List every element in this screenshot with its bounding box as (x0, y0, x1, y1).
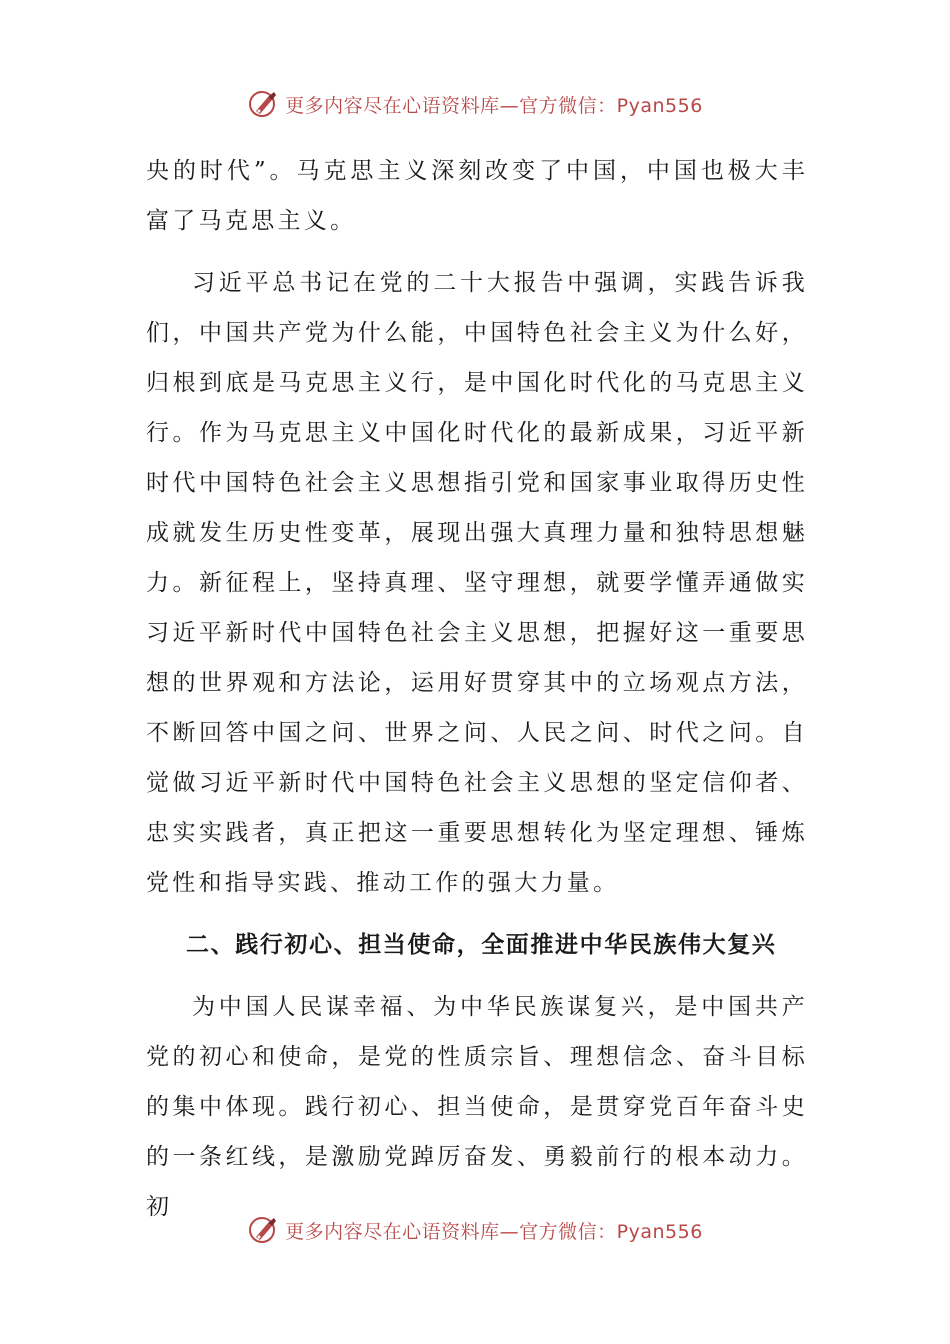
document-body (146, 146, 808, 1232)
banner-text: 更多内容尽在心语资料库—官方微信：Pyan556 (285, 1220, 703, 1243)
pen-nib-circle-icon (247, 87, 281, 121)
pen-nib-circle-icon (247, 1213, 281, 1247)
paragraph-continuation: 央的时代”。马克思主义深刻改变了中国，中国也极大丰富了马克思主义。 (146, 158, 808, 234)
header-banner (0, 84, 950, 124)
banner-text: 更多内容尽在心语资料库—官方微信：Pyan556 (285, 94, 703, 117)
paragraph-marxism: 习近平总书记在党的二十大报告中强调，实践告诉我们，中国共产党为什么能，中国特色社会主义为什么好，归根到底是马克思主义行，是中国化时代化的马克思主义行。作为马克思主义中国化时代化的最新成果，习近平新时代中国特色社会主义思想指引党和国家事业取得历史性成就发生历史性变革，展现出强大真理力量和独特思想魅力。新征程上，坚持真理、坚守理想，就要学懂弄通做实习近平新时代中国特色社会主义思想，把握好这一重要思想的世界观和方法论，运用好贯穿其中的立场观点方法，不断回答中国之问、世界之问、人民之问、时代之问。自觉做习近平新时代中国特色社会主义思想的坚定信仰者、忠实实践者，真正把这一重要思想转化为坚定理想、锤炼党性和指导实践、推动工作的强大力量。 (146, 270, 808, 896)
section-heading: 二、践行初心、担当使命，全面推进中华民族伟大复兴 (186, 932, 777, 958)
footer-banner (0, 1210, 950, 1250)
paragraph-mission: 为中国人民谋幸福、为中华民族谋复兴，是中国共产党的初心和使命，是党的性质宗旨、理想信念、奋斗目标的集中体现。践行初心、担当使命，是贯穿党百年奋斗史的一条红线，是激励党踔厉奋发、勇毅前行的根本动力。初 (146, 994, 808, 1220)
